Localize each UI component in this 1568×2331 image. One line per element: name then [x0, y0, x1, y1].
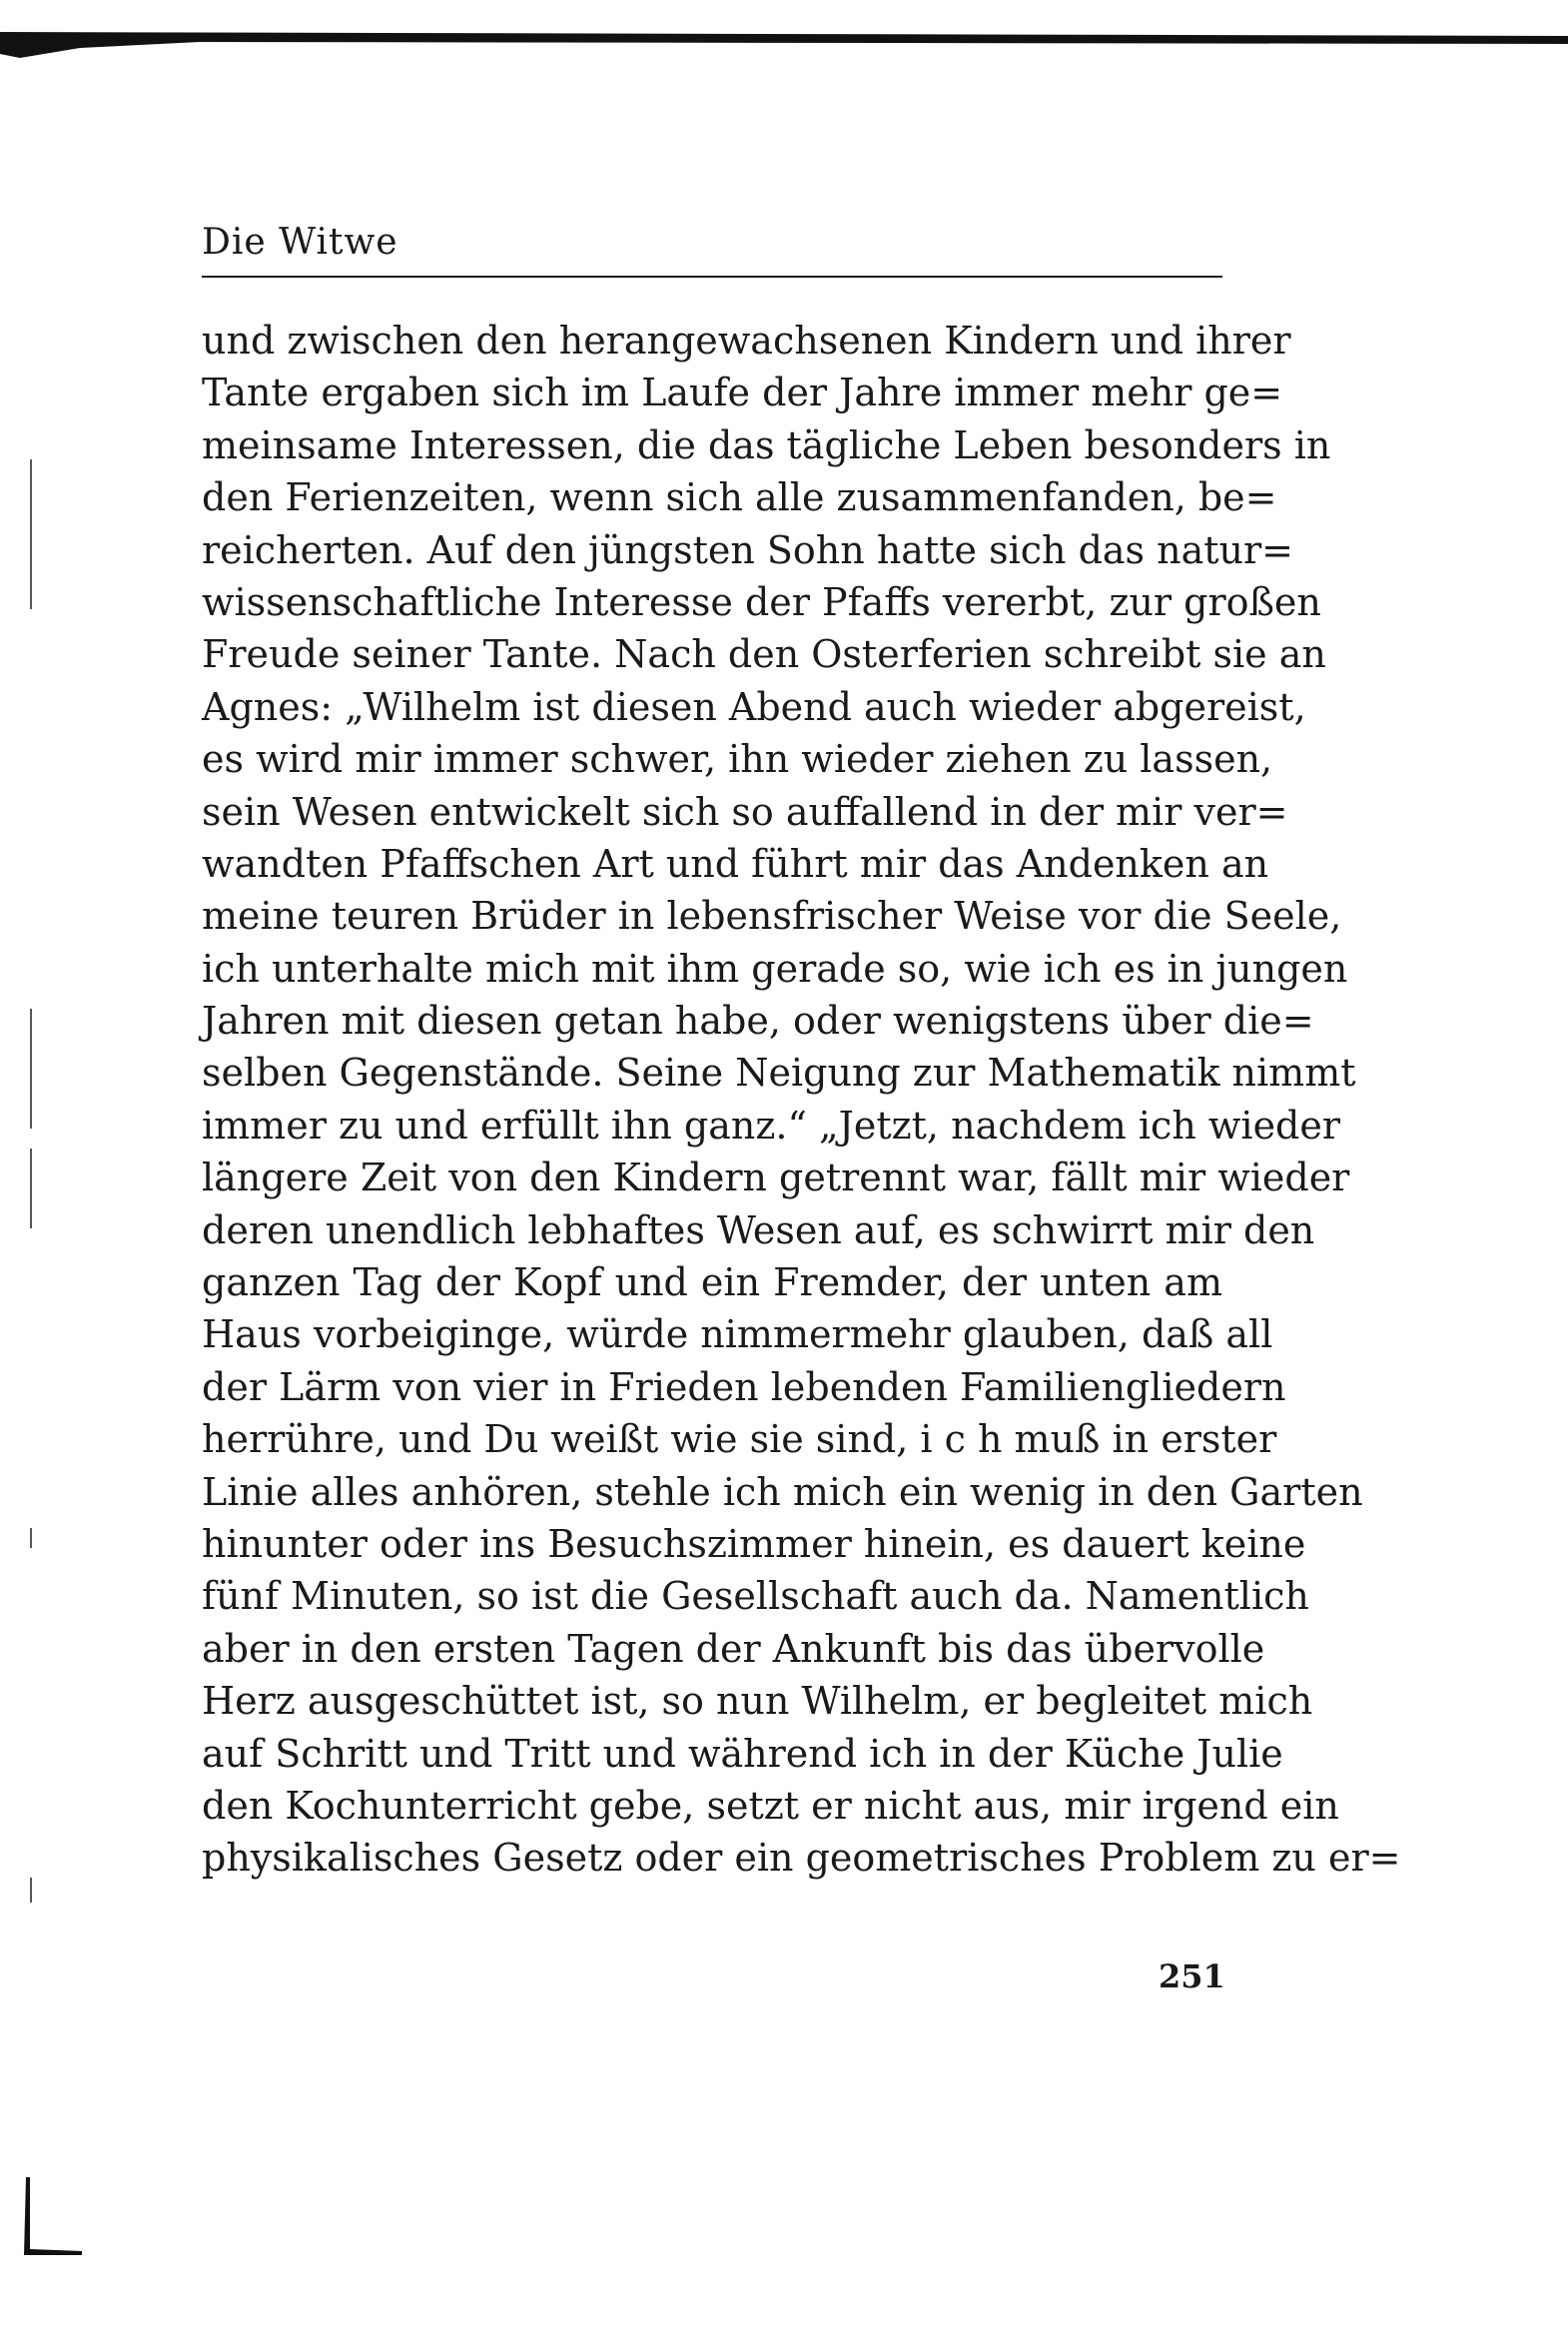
running-head: Die Witwe: [202, 222, 398, 263]
scan-margin-mark: [30, 459, 32, 609]
scan-margin-mark: [30, 1149, 32, 1228]
scan-top-edge-bar: [0, 28, 1568, 58]
text-line: Freude seiner Tante. Nach den Osterferien schreibt sie an: [202, 632, 1326, 677]
text-line: hinunter oder ins Besuchszimmer hinein, es dauert keine: [202, 1521, 1306, 1566]
text-line: ganzen Tag der Kopf und ein Fremder, der unten am: [202, 1260, 1222, 1305]
header-rule: [202, 276, 1222, 278]
text-line: Agnes: „Wilhelm ist diesen Abend auch wieder abgereist,: [202, 684, 1306, 729]
text-line: Herz ausgeschüttet ist, so nun Wilhelm, er begleitet mich: [202, 1679, 1313, 1724]
text-line: den Kochunterricht gebe, setzt er nicht aus, mir irgend ein: [202, 1783, 1339, 1828]
text-line: herrühre, und Du weißt wie sie sind, i c h muß in erster: [202, 1417, 1277, 1462]
text-line: wandten Pfaffschen Art und führt mir das Andenken an: [202, 841, 1269, 886]
text-line: der Lärm von vier in Frieden lebenden Familiengliedern: [202, 1364, 1286, 1409]
text-line: physikalisches Gesetz oder ein geometrisches Problem zu er=: [202, 1836, 1401, 1881]
text-line: deren unendlich lebhaftes Wesen auf, es schwirrt mir den: [202, 1207, 1315, 1252]
text-line: den Ferienzeiten, wenn sich alle zusammenfanden, be=: [202, 475, 1277, 520]
text-line: wissenschaftliche Interesse der Pfaffs vererbt, zur großen: [202, 579, 1321, 624]
text-line: sein Wesen entwickelt sich so auffallend in der mir ver=: [202, 789, 1288, 834]
scan-margin-mark: [30, 1528, 32, 1548]
text-line: es wird mir immer schwer, ihn wieder ziehen zu lassen,: [202, 737, 1273, 782]
text-line: reicherten. Auf den jüngsten Sohn hatte sich das natur=: [202, 527, 1294, 572]
page-number: 251: [1159, 1957, 1225, 1995]
text-line: längere Zeit von den Kindern getrennt war, fällt mir wieder: [202, 1156, 1350, 1200]
text-line: immer zu und erfüllt ihn ganz.“ „Jetzt, nachdem ich wieder: [202, 1103, 1341, 1148]
text-line: fünf Minuten, so ist die Gesellschaft auch da. Namentlich: [202, 1574, 1309, 1619]
text-line: meine teuren Brüder in lebensfrischer Weise vor die Seele,: [202, 894, 1342, 939]
text-line: selben Gegenstände. Seine Neigung zur Mathematik nimmt: [202, 1051, 1356, 1096]
text-line: und zwischen den herangewachsenen Kindern und ihrer: [202, 319, 1291, 363]
text-line: ich unterhalte mich mit ihm gerade so, wie ich es in jungen: [202, 946, 1348, 991]
body-text: [202, 315, 1401, 1885]
text-line: auf Schritt und Tritt und während ich in der Küche Julie: [202, 1731, 1283, 1776]
text-line: Linie alles anhören, stehle ich mich ein wenig in den Garten: [202, 1469, 1363, 1514]
text-line: Tante ergaben sich im Laufe der Jahre immer mehr ge=: [202, 371, 1283, 415]
scan-corner-mark: [12, 2177, 82, 2257]
text-line: Jahren mit diesen getan habe, oder wenigstens über die=: [202, 999, 1314, 1044]
text-line: Haus vorbeiginge, würde nimmermehr glauben, daß all: [202, 1312, 1273, 1357]
text-line: aber in den ersten Tagen der Ankunft bis das übervolle: [202, 1626, 1265, 1671]
text-line: meinsame Interessen, die das tägliche Leben besonders in: [202, 422, 1331, 467]
scan-margin-mark: [30, 1009, 32, 1129]
scan-margin-mark: [30, 1878, 32, 1903]
